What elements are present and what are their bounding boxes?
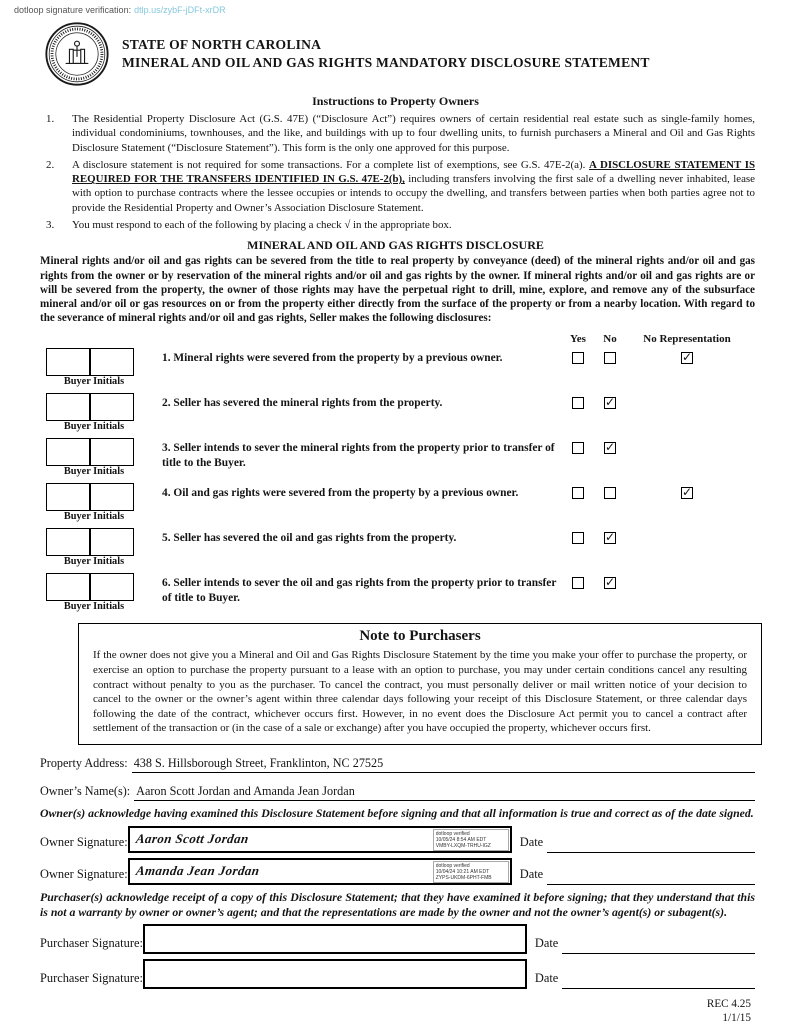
owner-signature-row-2 <box>40 858 755 885</box>
buyer-initials-box-2[interactable] <box>89 483 134 511</box>
instruction-text: A disclosure statement is not required for some transactions. For a complete list of exemptions, see G.S. 47E-2(a). A DISCLOSURE STATEMENT IS REQUIRED FOR THE TRANSFERS IDENTIFIED IN G.S. 47E-2(b), including transfers involving the first sale of a dwelling never inhabited, lease with option to purchase contracts where the lessee occupies or intends to occupy the dwelling, and transfers between parties when both parties agree not to provide the Residential Property and Owner’s Association Disclosure Statement. <box>72 158 756 214</box>
instruction-number: 2. <box>46 158 55 171</box>
yes-checkbox[interactable] <box>572 352 584 364</box>
purchaser-date-line-2[interactable] <box>562 975 755 989</box>
owner-signature-row-1 <box>40 826 755 853</box>
disclosure-item-text: 1. Mineral rights were severed from the property by a previous owner. <box>162 352 503 365</box>
buyer-initials-label: Buyer Initials <box>63 511 125 523</box>
yes-checkbox[interactable] <box>572 487 584 499</box>
owner-signature-label: Owner Signature: <box>40 866 128 881</box>
title-line-1: STATE OF NORTH CAROLINA <box>122 37 322 52</box>
date-label: Date <box>519 866 544 881</box>
instruction-item-3 <box>46 218 755 232</box>
disclosure-item-text: 4. Oil and gas rights were severed from the property by a previous owner. <box>162 487 519 500</box>
column-yes-label: Yes <box>570 333 586 346</box>
no-checkbox[interactable]: ✓ <box>605 530 616 545</box>
owners-name-label: Owner’s Name(s): <box>40 783 131 798</box>
disclosure-item-text: 3. Seller intends to sever the mineral rights from the property prior to transfer of title to the Buyer. <box>162 442 555 469</box>
dotloop-verified-stamp-2: dotloop verified 10/04/24 10:21 AM EDT ZYPS-UKDM-6PHT-FMB <box>433 861 509 883</box>
instruction-text: You must respond to each of the following by placing a check √ in the appropriate box. <box>72 219 452 232</box>
disclosure-item-text: 5. Seller has severed the oil and gas rights from the property. <box>162 532 457 545</box>
buyer-initials-field <box>46 573 142 612</box>
disclosure-row <box>40 348 755 390</box>
disclosure-row <box>40 483 755 525</box>
purchaser-date-line-1[interactable] <box>562 940 755 954</box>
no-checkbox[interactable] <box>604 487 616 499</box>
property-address-field <box>40 756 755 773</box>
no-checkbox[interactable]: ✓ <box>605 395 616 410</box>
no-checkbox[interactable]: ✓ <box>605 440 616 455</box>
instruction-item-2 <box>46 158 755 215</box>
owner-acknowledgment: Owner(s) acknowledge having examined this Disclosure Statement before signing and that all information is true and correct as of the date signed. <box>40 805 754 820</box>
buyer-initials-box-1[interactable] <box>46 483 91 511</box>
checkbox-column-header <box>40 333 755 345</box>
column-norep-label: No Representation <box>643 333 731 346</box>
buyer-initials-box-2[interactable] <box>89 528 134 556</box>
owner-signature-2: Amanda Jean Jordan <box>134 863 261 879</box>
disclosure-intro: Mineral rights and/or oil and gas rights can be severed from the title to real property by conveyance (deed) of the mineral rights and/or oil and gas rights from the owner or by reservation of the mineral rights and/or oil and gas rights by the owner. If mineral rights and/or oil and gas rights are or will be severed from the property, the owner of those rights may have the perpetual right to drill, mine, explore, and remove any of the subsurface mineral and/or oil or gas resources on or from the property either directly from the surface of the property or from a nearby location. With regard to the severance of mineral rights and/or oil and gas rights, Seller makes the following disclosures: <box>40 255 755 325</box>
owner-signature-box-2[interactable] <box>128 858 512 885</box>
form-footer <box>0 997 751 1024</box>
nc-real-estate-commission-seal-icon <box>44 21 110 92</box>
purchaser-signature-label: Purchaser Signature: <box>40 936 143 951</box>
form-number: REC 4.25 <box>706 998 751 1011</box>
buyer-initials-field <box>46 528 142 567</box>
purchaser-signature-label: Purchaser Signature: <box>40 971 143 986</box>
dotloop-verified-stamp-1: dotloop verified 10/05/24 8:54 AM EDT VMBY-LXQM-TRHU-IGZ <box>433 829 509 851</box>
buyer-initials-box-2[interactable] <box>89 348 134 376</box>
yes-checkbox[interactable] <box>572 577 584 589</box>
owner-signature-label: Owner Signature: <box>40 834 128 849</box>
note-title: Note to Purchasers <box>359 628 481 645</box>
no-representation-checkbox[interactable]: ✓ <box>682 485 693 500</box>
owner-signature-box-1[interactable] <box>128 826 512 853</box>
purchaser-acknowledgment: Purchaser(s) acknowledge receipt of a copy of this Disclosure Statement; that they have examined it before signing; that they understand that this is not a warranty by owner or owner’s agent; and that the representations are made by the owner and not the owner’s agent(s) or subagent(s). <box>40 889 755 919</box>
instructions-heading: Instructions to Property Owners <box>312 94 479 108</box>
purchaser-signature-box-1[interactable] <box>143 924 527 954</box>
note-to-purchasers-box <box>78 623 762 745</box>
date-label: Date <box>534 936 559 951</box>
column-no-label: No <box>603 333 617 346</box>
buyer-initials-field <box>46 483 142 522</box>
yes-checkbox[interactable] <box>572 442 584 454</box>
buyer-initials-box-1[interactable] <box>46 573 91 601</box>
disclosure-item-text: 6. Seller intends to sever the oil and gas rights from the property prior to transfer of title to Buyer. <box>162 577 557 604</box>
buyer-initials-field <box>46 438 142 477</box>
form-revision-date: 1/1/15 <box>722 1012 751 1024</box>
disclosure-heading: MINERAL AND OIL AND GAS RIGHTS DISCLOSURE <box>247 238 544 253</box>
buyer-initials-field <box>46 348 142 387</box>
buyer-initials-label: Buyer Initials <box>63 601 125 613</box>
document-title <box>122 36 650 77</box>
note-body: If the owner does not give you a Mineral and Oil and Gas Rights Disclosure Statement by the time you make your offer to purchase the property, or exercise an option to purchase the property pursuant to a lease with an option to purchase, you may under certain conditions cancel any resulting contract without penalty to you as the purchaser. To cancel the contract, you must personally deliver or mail written notice of your decision to cancel to the owner or the owner’s agent within three calendar days following your receipt of this Disclosure Statement, or three calendar days following the date of the contract, whichever occurs first. However, in no event does the Disclosure Act permit you to cancel a contract after settlement of the transaction or (in the case of a sale or exchange) after you have occupied the property, whichever occurs first. <box>93 649 747 735</box>
purchaser-signature-row-2 <box>40 959 755 989</box>
buyer-initials-label: Buyer Initials <box>63 466 125 478</box>
buyer-initials-label: Buyer Initials <box>63 421 125 433</box>
buyer-initials-box-2[interactable] <box>89 438 134 466</box>
no-checkbox[interactable]: ✓ <box>605 575 616 590</box>
buyer-initials-box-2[interactable] <box>89 393 134 421</box>
no-representation-checkbox[interactable]: ✓ <box>682 350 693 365</box>
buyer-initials-label: Buyer Initials <box>63 376 125 388</box>
buyer-initials-box-1[interactable] <box>46 393 91 421</box>
verification-link[interactable]: dtlp.us/zybF-jDFt-xrDR <box>134 5 226 15</box>
buyer-initials-box-1[interactable] <box>46 348 91 376</box>
instruction-text: The Residential Property Disclosure Act (G.S. 47E) (“Disclosure Act”) requires owners of certain residential real estate such as single-family homes, individual condominiums, townhouses, and the like, and buildings with up to four dwelling units, to furnish purchasers a Mineral and Oil and Gas Rights Disclosure Statement (“Disclosure Statement”). This form is the only one approved for this purpose. <box>72 113 755 154</box>
yes-checkbox[interactable] <box>572 532 584 544</box>
owners-name-value: Aaron Scott Jordan and Amanda Jean Jordan <box>134 784 755 801</box>
buyer-initials-box-2[interactable] <box>89 573 134 601</box>
dotloop-verification-bar <box>0 0 791 15</box>
buyer-initials-box-1[interactable] <box>46 528 91 556</box>
property-address-label: Property Address: <box>40 755 128 770</box>
disclosure-row <box>40 393 755 435</box>
property-address-value: 438 S. Hillsborough Street, Franklinton, NC 27525 <box>132 756 755 773</box>
buyer-initials-label: Buyer Initials <box>63 556 125 568</box>
yes-checkbox[interactable] <box>572 397 584 409</box>
date-label: Date <box>534 971 559 986</box>
disclosure-row <box>40 528 755 570</box>
instruction-item-1 <box>46 112 755 155</box>
disclosure-rows <box>0 348 791 615</box>
owner-signature-1: Aaron Scott Jordan <box>134 831 250 847</box>
owners-name-field <box>40 784 755 801</box>
date-label: Date <box>519 834 544 849</box>
no-checkbox[interactable] <box>604 352 616 364</box>
verification-label: dotloop signature verification: <box>14 5 132 15</box>
buyer-initials-field <box>46 393 142 432</box>
buyer-initials-box-1[interactable] <box>46 438 91 466</box>
purchaser-signature-box-2[interactable] <box>143 959 527 989</box>
disclosure-row <box>40 438 755 480</box>
purchaser-signature-row-1 <box>40 924 755 954</box>
document-header <box>44 21 791 92</box>
owner-date-line-1[interactable] <box>547 839 755 853</box>
instruction-number: 3. <box>46 219 55 232</box>
instruction-number: 1. <box>46 113 55 125</box>
disclosure-item-text: 2. Seller has severed the mineral rights from the property. <box>162 397 443 410</box>
owner-date-line-2[interactable] <box>547 871 755 885</box>
disclosure-row <box>40 573 755 615</box>
title-line-2: MINERAL AND OIL AND GAS RIGHTS MANDATORY DISCLOSURE STATEMENT <box>122 54 650 70</box>
